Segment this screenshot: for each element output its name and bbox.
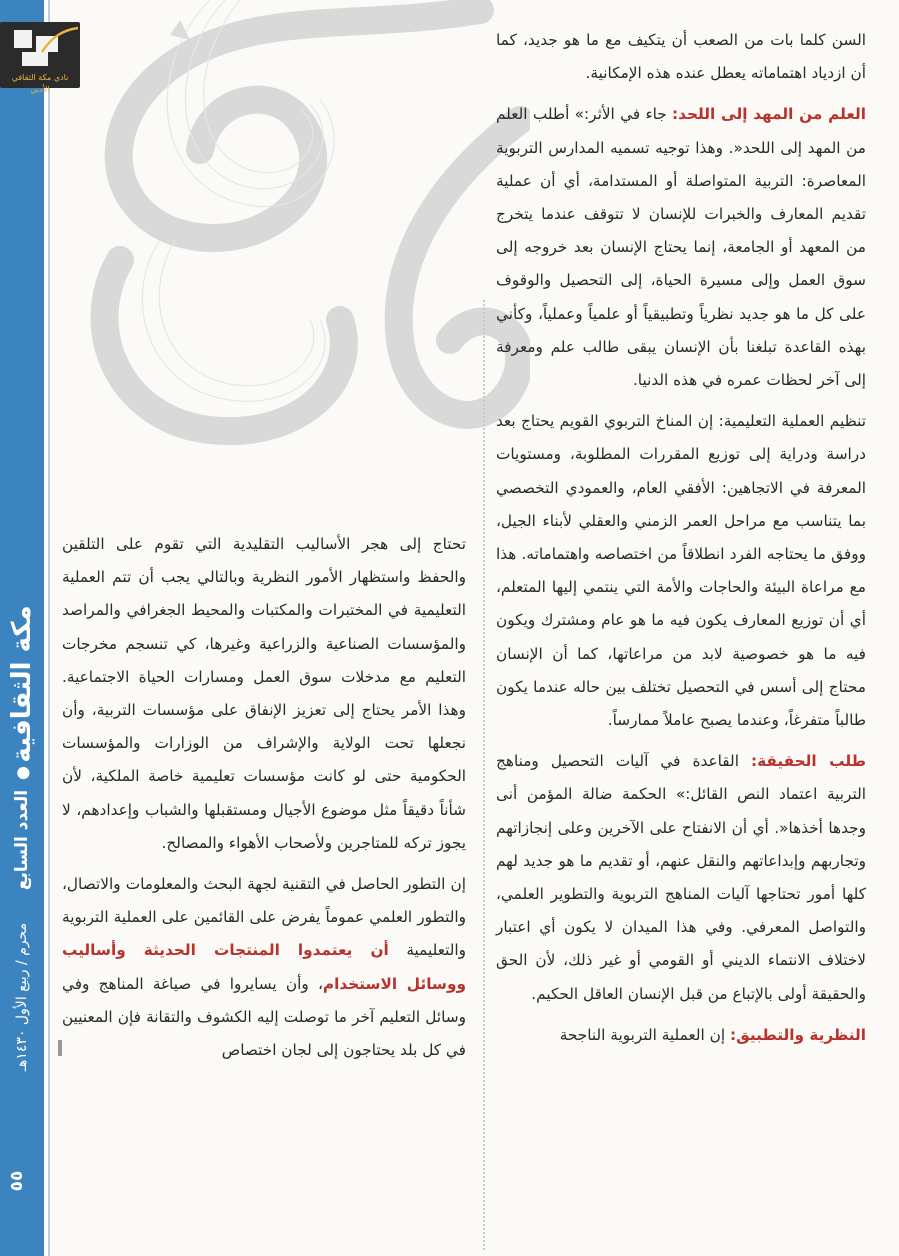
column-divider: [483, 300, 485, 1250]
paragraph-body: القاعدة في آليات التحصيل ومناهج التربية اعتماد النص القائل:» الحكمة ضالة المؤمن أنى وجدها أخذها«. أي أن الانفتاح على الآخرين وعلى إنجازاتهم وتجاربهم وإبداعاتهم والنقل عنهم، أو تقديم ما هو جديد لهم كلها أمور تحتاجها آليات المناهج التربوية والتطوير العلمي، والتواصل المعرفي. وفي هذا الميدان لا يكون أي اعتبار لاختلاف الانتماء الديني أو القومي أو غير ذلك، لأن الحق والحقيقة أولى بالإتباع من قبل الإنسان العاقل الحكيم.: [496, 752, 866, 1003]
bullet-dot: ●: [12, 766, 32, 781]
logo-tag: نادي مكة الثقافي الأدبي: [11, 73, 69, 94]
paragraph: [62, 868, 466, 1067]
issue-date: محرم / ربيع الأول ١٤٣٠هـ: [14, 923, 30, 1072]
highlighted-text: أن يعتمدوا المنتجات الحديثة وأساليب ووسائل الاستخدام: [62, 941, 466, 993]
paragraph: السن كلما بات من الصعب أن يتكيف مع ما هو جديد، كما أن ازدياد اهتماماته يعطل عنده هذه الإمكانية.: [496, 31, 866, 83]
paragraph: [496, 745, 866, 1011]
sidebar-magazine-info: [2, 604, 42, 1210]
calligraphy-decoration: [60, 0, 530, 520]
paragraph-body: جاء في الأثر:» أطلب العلم من المهد إلى اللحد«. وهذا توجيه تسميه المدارس التربوية المعاصرة: التربية المتواصلة أو المستدامة، أي أن عملية تقديم المعارف والخبرات للإنسان لا تتوقف عندما يتخرج من المعهد أو الجامعة، إنما يحتاج الإنسان بعد خروجه إلى سوق العمل وإلى مسيرة الحياة، إلى التحصيل والوقوف على كل ما هو جديد نظرياً وتطبيقياً أو علمياً وعملياً، وكأني بهذه القاعدة تبلغنا بأن الإنسان يبقى طالب علم ومعرفة إلى آخر لحظات عمره في هذه الدنيا.: [496, 105, 866, 390]
paragraph-text: إن التطور الحاصل في التقنية لجهة البحث والمعلومات والاتصال، والتطور العلمي عموماً يفرض على القائمين على العملية التربوية والتعليمية: [62, 875, 466, 960]
left-column: [62, 528, 466, 1075]
paragraph: [496, 1019, 866, 1052]
right-column: [496, 24, 866, 1060]
paragraph-body: إن العملية التربوية الناجحة: [559, 1025, 730, 1044]
paragraph: تنظيم العملية التعليمية: إن المناخ التربوي القويم يحتاج بعد دراسة ودراية إلى توزيع المقررات المطلوبة، ومستويات المعرفة في الاتجاهين: الأفقي العام، والعمودي التخصصي بما يتناسب مع مراحل العمر الزمني والعقلي لأبناء الجيل، ووفق ما يحتاجه الفرد انطلاقاً من اختصاصه واهتماماته. هذا مع مراعاة البيئة والحاجات والأمة التي ينتمي إليها المتعلم، أي أن توزيع المعارف يكون فيه ما هو عام ومشترك ويكون فيه ما هو خصوصية لابد من مراعاتها، كما أن الإنسان محتاج إلى أسس في التحصيل تختلف بين حاله عندما يكون طالباً متفرغاً، وعندما يصبح عاملاً ممارساً.: [496, 412, 866, 730]
paragraph: تحتاج إلى هجر الأساليب التقليدية التي تقوم على التلقين والحفظ واستظهار الأمور النظرية وبالتالي يجب أن تتم العملية التعليمية في المختبرات والمكتبات والمحيط الجغرافي والمراصد والمؤسسات الصناعية والزراعية وغيرها، كي تنسجم مخرجات التعليم مع مدخلات سوق العمل ومسارات الحياة الاجتماعية. وهذا الأمر يحتاج إلى تعزيز الإنفاق على مؤسسات التربية، وأن نجعلها تحت الولاية والإشراف من الوزارات والمؤسسات الحكومية حتى لو كانت مؤسسات تعليمية خاصة الملكية، لأن شأناً دقيقاً مثل موضوع الأجيال ومستقبلها والشباب وإعدادهم، لا يجوز تركه للمتاجرين ولأصحاب الأهواء والمصالح.: [62, 535, 466, 852]
paragraph: [496, 98, 866, 397]
page-number: ٥٥: [7, 1170, 27, 1192]
paragraph-heading: النظرية والتطبيق:: [729, 1025, 866, 1044]
paragraph-text: ، وأن يسايروا في صياغة المناهج وفي وسائل التعليم آخر ما توصلت إليه الكشوف والتقانة فإن المعنيين في كل بلد يحتاجون إلى لجان اختصاص: [62, 974, 466, 1060]
margin-mark: [58, 1040, 62, 1056]
issue-label: العدد السابع: [12, 790, 32, 891]
magazine-name: مكة الثقافية: [7, 604, 37, 763]
paragraph-heading: طلب الحقيقة:: [750, 752, 866, 771]
paragraph-heading: العلم من المهد إلى اللحد:: [672, 105, 866, 124]
